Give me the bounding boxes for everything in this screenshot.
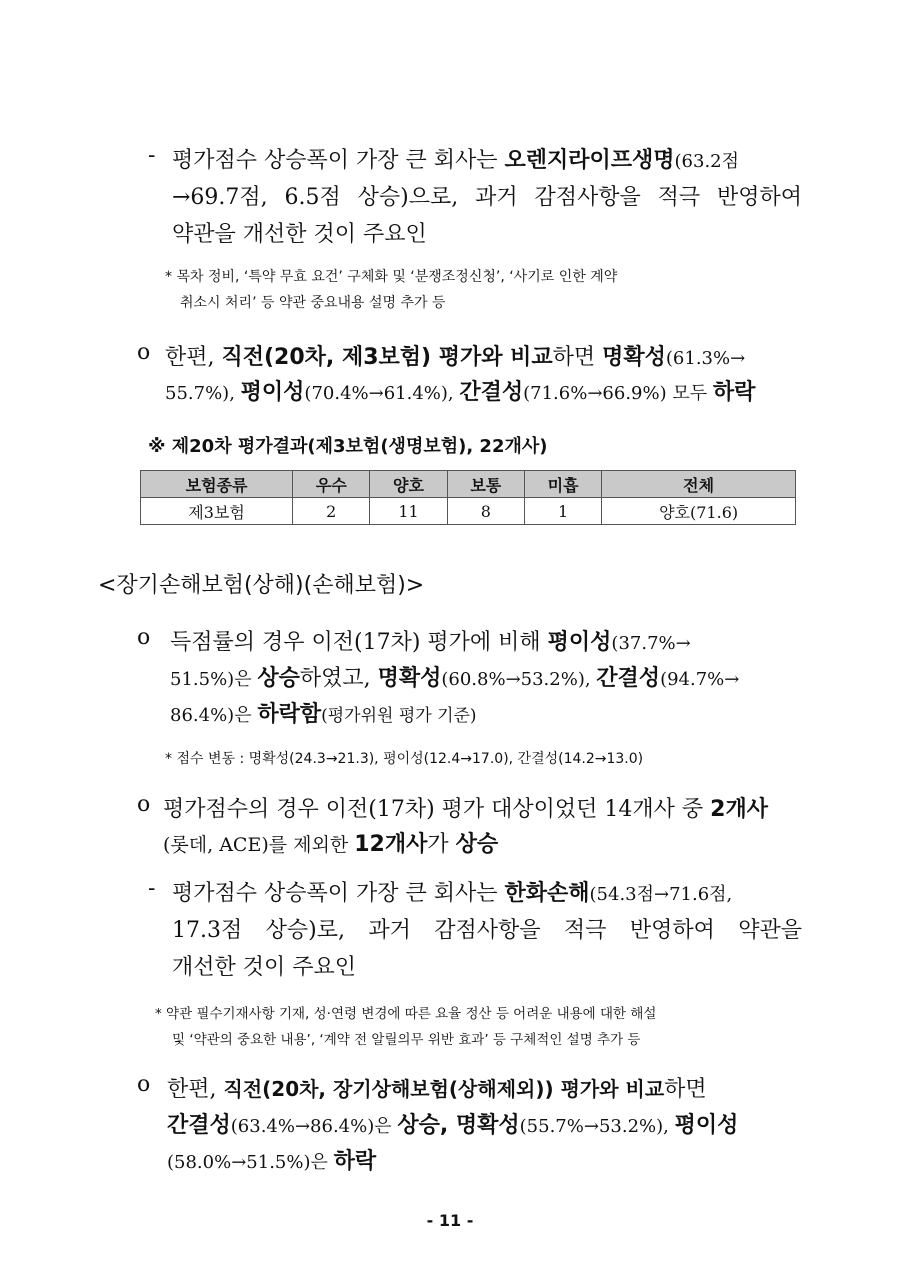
s1-b-l2d: 간결성 — [459, 380, 524, 405]
table-cell: 11 — [370, 498, 447, 525]
s1-b-seg5: (61.3%→ — [665, 348, 746, 369]
page-number: - 11 - — [426, 1211, 474, 1230]
s2-b3-l2a: 간결성 — [167, 1113, 231, 1138]
dash1-company: 오렌지라이프생명 — [504, 148, 675, 173]
s2-b1-l2d: 명확성 — [377, 666, 442, 691]
dash1-line1 — [172, 143, 802, 174]
note1-line1: * 목차 정비, ‘특약 무효 요건’ 구체화 및 ‘분쟁조정신청’, ‘사기로 인한 계약 — [165, 269, 618, 285]
table-header: 미흡 — [524, 471, 601, 498]
table-header: 전체 — [602, 471, 796, 498]
s1-b-seg2: 직전(20차, 제3보험) 평가와 비교 — [221, 345, 553, 370]
s2-b3-l2c: 상승, 명확성 — [397, 1113, 520, 1138]
s2-dash-line3: 개선한 것이 주요인 — [172, 955, 357, 980]
s2-b1-line1 — [170, 625, 691, 656]
s2-b1-line2 — [170, 661, 739, 692]
dash1-line2: →69.7점, 6.5점 상승)으로, 과거 감점사항을 적극 반영하여 — [172, 185, 802, 210]
s2-b3-line1 — [167, 1072, 707, 1103]
s2-b2-l2c: 가 — [427, 832, 456, 857]
s2-dash-line1 — [172, 876, 732, 907]
s1-b-l2c: (70.4%→61.4%), — [304, 383, 460, 404]
s1-b-l2b: 평이성 — [240, 380, 305, 405]
s2-b2-line1 — [163, 792, 768, 823]
table-cell: 2 — [293, 498, 370, 525]
s2-b2-l2a: (롯데, ACE)를 제외한 — [163, 834, 355, 856]
s2-b3-l3a: (58.0%→51.5%)은 — [167, 1152, 334, 1173]
s2-dash-l1c: (54.3점→71.6점, — [589, 884, 733, 905]
table-header: 보험종류 — [141, 471, 293, 498]
s2-b3-l3b: 하락 — [333, 1149, 377, 1174]
s2-b3-line2 — [167, 1108, 738, 1139]
s2-b1-l2f: 간결성 — [596, 666, 661, 691]
table-caption: ※ 제20차 평가결과(제3보험(생명보험), 22개사) — [148, 436, 548, 457]
s2-b3-l2e: 평이성 — [674, 1113, 739, 1138]
s2-b3-line3 — [167, 1144, 376, 1175]
s2-b2-l2d: 상승 — [455, 832, 499, 857]
dash1-rest: (63.2점 — [674, 151, 740, 172]
table-cell: 8 — [447, 498, 524, 525]
s2-b1-l3b: 하락함 — [257, 702, 322, 727]
s2-dash-l1b: 한화손해 — [504, 881, 590, 906]
s2-b1-l2a: 51.5%)은 — [170, 669, 258, 690]
table-row — [141, 498, 796, 525]
s1-b-l2f: 하락 — [712, 380, 756, 405]
dash1-line3: 약관을 개선한 것이 주요인 — [172, 222, 427, 247]
s2-b1-line3 — [170, 697, 477, 728]
section-heading: <장기손해보험(상해)(손해보험)> — [98, 573, 425, 598]
dash-marker-1: - — [148, 143, 156, 168]
bullet-marker-s2-2: o — [137, 792, 151, 817]
s1-b-seg3: 하면 — [552, 345, 603, 370]
s1-b-l2a: 55.7%), — [165, 383, 241, 404]
dash-marker-2: - — [148, 876, 156, 901]
s1-bullet-line2 — [165, 375, 755, 406]
s2-b3-l1b: 직전(20차, 장기상해보험(상해제외)) 평가와 비교 — [223, 1077, 665, 1101]
s1-b-l2e: (71.6%→66.9%) 모두 — [523, 383, 713, 404]
table-cell: 1 — [524, 498, 601, 525]
s2-b2-line2 — [163, 827, 498, 858]
s2-b3-l2b: (63.4%→86.4%)은 — [230, 1116, 398, 1137]
s2-b1-l1c: (37.7%→ — [611, 633, 691, 654]
s2-b2-l2b: 12개사 — [354, 832, 428, 857]
bullet-marker-s2-1: o — [137, 625, 151, 650]
results-table — [140, 470, 796, 525]
s2-note2-line1: * 약관 필수기재사항 기재, 성·연령 변경에 따른 요율 정산 등 어려운 내용에 대한 해설 — [155, 1006, 657, 1022]
s2-note2-line2: 및 ‘약관의 중요한 내용’, ‘계약 전 알릴의무 위반 효과’ 등 구체적인 설명 추가 등 — [172, 1032, 641, 1048]
table-cell: 양호(71.6) — [602, 498, 796, 525]
s2-b1-l2e: (60.8%→53.2%), — [441, 669, 597, 690]
s2-b3-l1c: 하면 — [664, 1077, 707, 1102]
s2-b2-l1a: 평가점수의 경우 이전(17차) 평가 대상이었던 14개사 중 — [163, 797, 711, 822]
s2-b2-l1b: 2개사 — [710, 797, 768, 822]
table-header: 우수 — [293, 471, 370, 498]
table-cell: 제3보험 — [141, 498, 293, 525]
s1-bullet-line1 — [165, 340, 745, 371]
s2-b1-l3c: (평가위원 평가 기준) — [321, 706, 477, 726]
dash1-prefix: 평가점수 상승폭이 가장 큰 회사는 — [172, 148, 505, 173]
s2-b1-l1b: 평이성 — [547, 630, 612, 655]
s1-b-seg4: 명확성 — [602, 345, 666, 370]
table-header: 보통 — [447, 471, 524, 498]
bullet-marker-s2-3: o — [137, 1072, 151, 1097]
s2-dash-line2: 17.3점 상승)로, 과거 감점사항을 적극 반영하여 약관을 — [172, 918, 802, 943]
s2-dash-l1a: 평가점수 상승폭이 가장 큰 회사는 — [172, 881, 505, 906]
s2-b1-l3a: 86.4%)은 — [170, 705, 258, 726]
s2-b1-l1a: 득점률의 경우 이전(17차) 평가에 비해 — [170, 630, 548, 655]
s2-b1-l2b: 상승 — [257, 666, 300, 691]
s2-b3-l1a: 한편, — [167, 1077, 224, 1102]
s2-b1-l2c: 하였고, — [299, 666, 378, 691]
note1-line2: 취소시 처리’ 등 약관 중요내용 설명 추가 등 — [180, 295, 446, 311]
s2-b3-l2d: (55.7%→53.2%), — [519, 1116, 675, 1137]
s1-b-seg1: 한편, — [165, 345, 222, 370]
table-header: 양호 — [370, 471, 447, 498]
table-header-row — [141, 471, 796, 498]
s2-b1-l2g: (94.7%→ — [660, 669, 740, 690]
s2-note1: * 점수 변동 : 명확성(24.3→21.3), 평이성(12.4→17.0), 간결성(14.2→13.0) — [165, 751, 644, 767]
bullet-marker-s1: o — [137, 340, 151, 365]
